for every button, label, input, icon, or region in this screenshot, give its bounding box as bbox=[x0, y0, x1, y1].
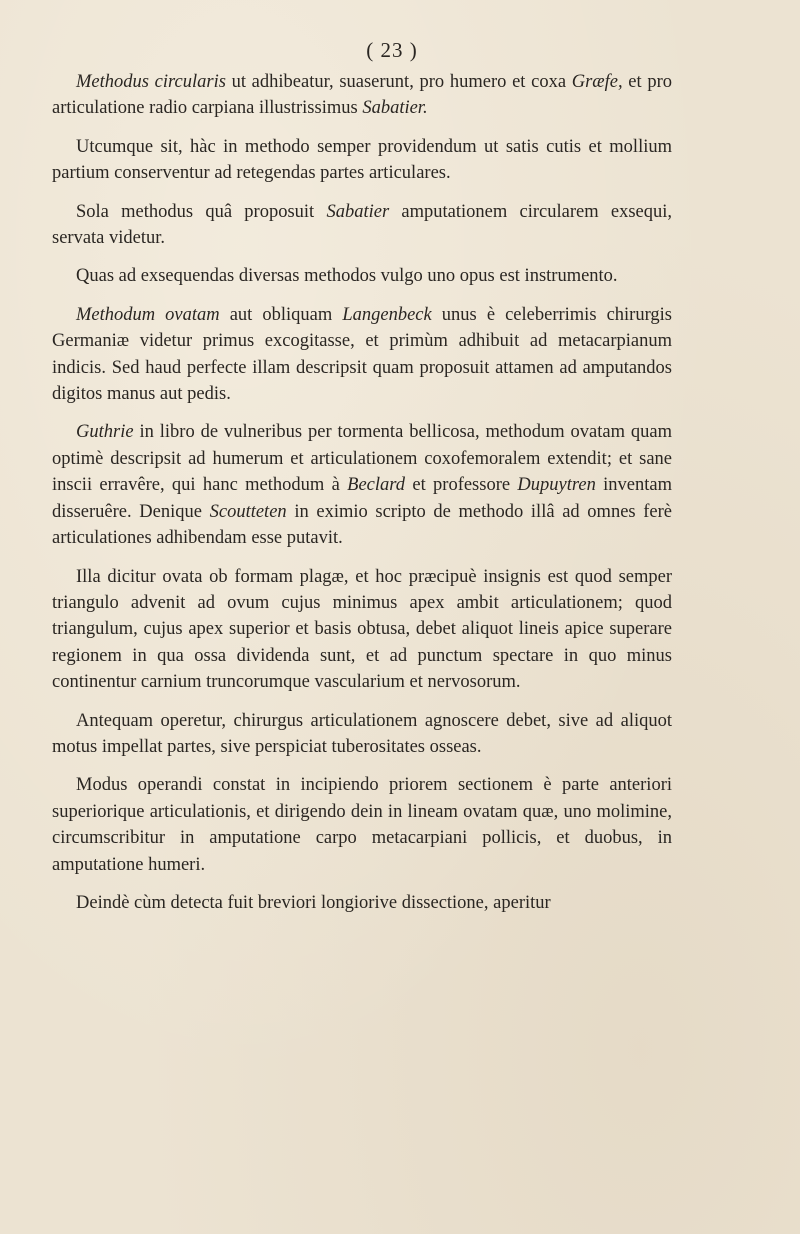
text-run: et pro articulatione radio carpiana illustrissimus bbox=[52, 72, 673, 119]
paragraph bbox=[52, 772, 672, 878]
text-run: Modus operandi constat in incipiendo priorem sectionem è parte anteriori superiorique articulationis, et dirigendo dein in lineam ovatam quæ, uno molimine, circumscribitur in amputatione carpo metacarpiani pollicis, et duobus, in amputatione humeri. bbox=[52, 775, 672, 875]
text-run: amputationem circularem exsequi, servata videtur. bbox=[52, 201, 672, 249]
text-run: inventam disseruêre. Denique bbox=[52, 475, 673, 522]
text-run: Quas ad exsequendas diversas methodos vulgo uno opus est instrumento. bbox=[76, 266, 618, 287]
italic-text: Langenbeck bbox=[342, 304, 432, 325]
text-run: ut adhibeatur, suaserunt, pro humero et coxa bbox=[225, 72, 572, 92]
text-run: in libro de vulneribus per tormenta bellicosa, methodum ovatam quam optimè descripsit ad humerum et articulationem coxofemoralem extendit; et sane inscii erravêre, qui hanc methodum à bbox=[52, 422, 672, 496]
paragraph bbox=[52, 199, 672, 252]
text-run: et professore bbox=[405, 475, 518, 496]
paragraph bbox=[52, 564, 672, 696]
paragraph bbox=[52, 708, 672, 761]
text-run: unus è celeberrimis chirurgis Germaniæ videtur primus excogitasse, et primùm adhibuit ad metacarpianum indicis. Sed haud perfecte illam descripsit quam proposuit attamen ad amputandos digitos manus aut pedis. bbox=[52, 304, 673, 405]
text-run: in eximio scripto de methodo illâ ad omnes ferè articulationes adhibendam esse putavit. bbox=[52, 501, 672, 549]
paragraph bbox=[52, 134, 672, 187]
italic-text: Methodus circularis bbox=[76, 72, 226, 92]
page-number: ( 23 ) bbox=[366, 38, 418, 62]
text-run: Illa dicitur ovata ob formam plagæ, et hoc præcipuè insignis est quod semper triangulo advenit ad ovum cujus minimus apex ambit articulationem; quod triangulum, cujus apex superior et basis obtusa, debet aliquot lineis apice superare regionem in qua ossa dividenda sunt, et ad punctum spectare in quo minus continentur carnium truncorumque vascularium et nervosorum. bbox=[52, 566, 672, 693]
paragraph bbox=[52, 302, 672, 408]
paragraph bbox=[52, 890, 672, 916]
paragraph bbox=[52, 419, 672, 551]
italic-text: Sabatier bbox=[326, 201, 390, 222]
text-run: Antequam operetur, chirurgus articulationem agnoscere debet, sive ad aliquot motus impellat partes, sive perspiciat tuberositates osseas. bbox=[52, 710, 672, 757]
paragraph bbox=[52, 263, 672, 289]
italic-text: Methodum ovatam bbox=[76, 304, 220, 325]
italic-text: Beclard bbox=[347, 475, 406, 496]
italic-text: Dupuytren bbox=[517, 475, 596, 496]
italic-text: Sabatier. bbox=[362, 98, 428, 119]
text-run: Deindè cùm detecta fuit breviori longiorive dissectione, aperitur bbox=[76, 892, 551, 913]
text-run: Sola methodus quâ proposuit bbox=[76, 201, 327, 222]
italic-text: Scoutteten bbox=[209, 501, 287, 522]
text-run: Utcumque sit, hàc in methodo semper providendum ut satis cutis et mollium partium conserventur ad retegendas partes articulares. bbox=[52, 136, 672, 184]
paragraph bbox=[52, 69, 672, 122]
italic-text: Guthrie bbox=[76, 422, 134, 443]
body-text bbox=[52, 69, 672, 916]
italic-text: Græfe, bbox=[571, 72, 623, 92]
text-run: aut obliquam bbox=[219, 304, 343, 325]
